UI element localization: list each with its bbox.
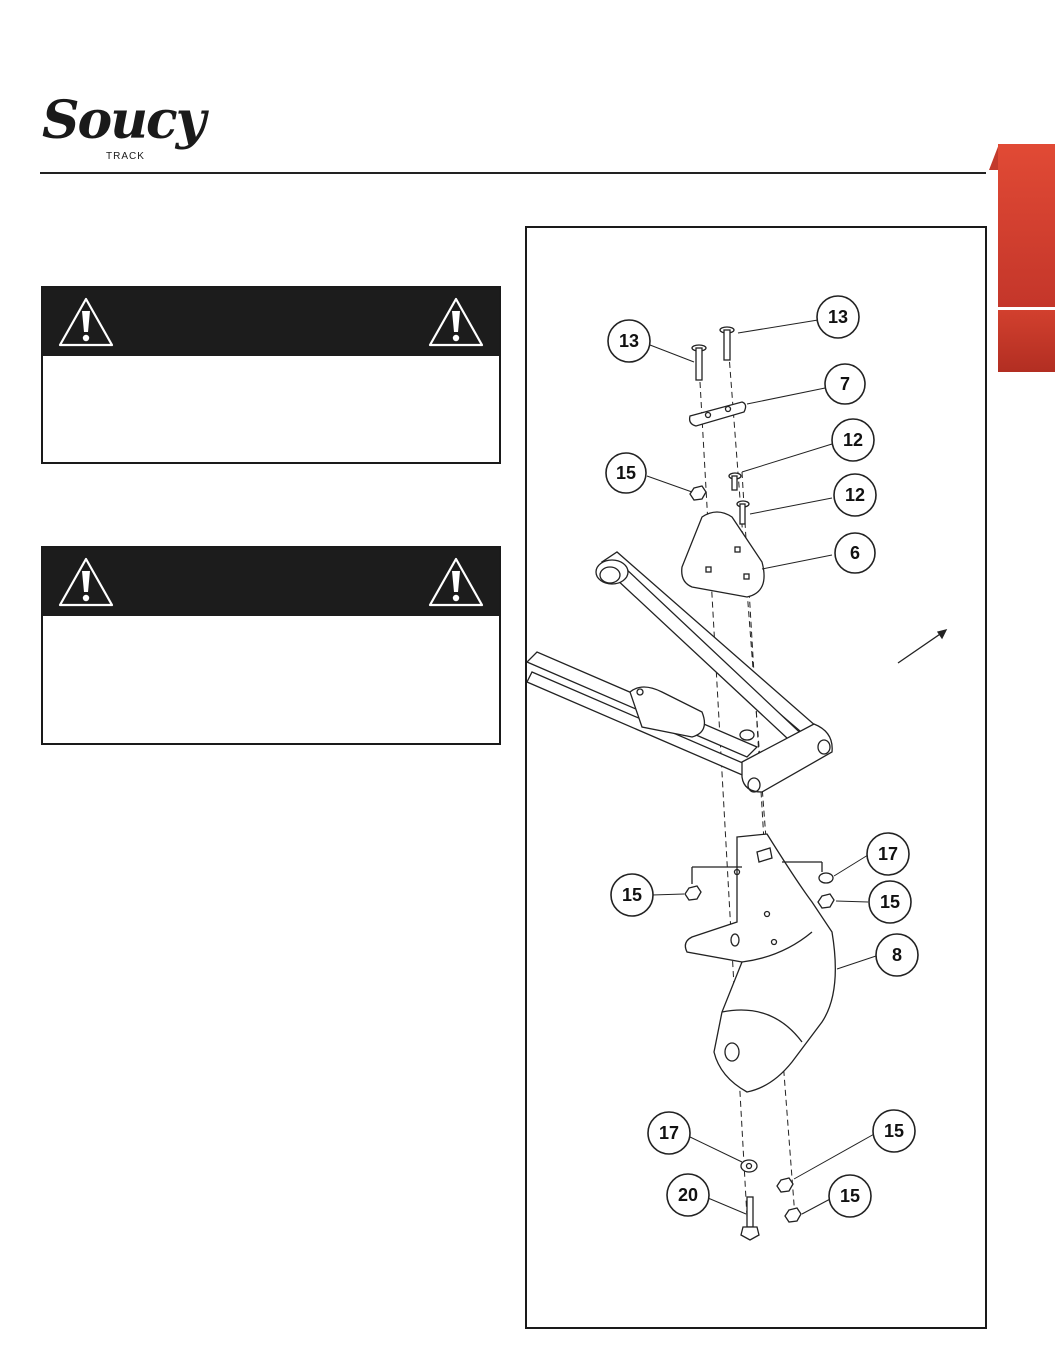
callout-13-left (608, 320, 650, 362)
nut-15-right (818, 894, 834, 908)
section-tab (998, 144, 1055, 307)
washer-17-upper (819, 873, 833, 883)
warning-box-1 (41, 286, 501, 464)
callout-label: 8 (891, 945, 903, 965)
callout-20 (667, 1174, 709, 1216)
callout-label: 17 (877, 844, 899, 864)
warning-triangle-icon (57, 296, 115, 348)
bolt-20 (741, 1197, 759, 1240)
callout-17-upper (867, 833, 909, 875)
callout-6 (835, 533, 875, 573)
callout-17-lower (648, 1112, 690, 1154)
callout-label: 6 (849, 543, 861, 563)
callout-label: 15 (879, 892, 901, 912)
bolt-12-lower (737, 501, 749, 524)
bracket-8 (685, 834, 835, 1092)
callout-15-upper (606, 453, 646, 493)
header-rule (40, 172, 986, 174)
plate-7 (690, 402, 746, 426)
diagram-drawing (527, 228, 987, 1329)
warning-triangle-icon (427, 296, 485, 348)
callout-label: 17 (658, 1123, 680, 1143)
plate-6 (682, 512, 764, 597)
callout-label: 15 (883, 1121, 905, 1141)
warning-text (43, 616, 499, 644)
warning-triangle-icon (57, 556, 115, 608)
nut-15-lower-2 (785, 1208, 801, 1222)
callout-label: 15 (839, 1186, 861, 1206)
soucy-track-logo (40, 90, 204, 170)
callout-15-lower-1 (873, 1110, 915, 1152)
logo-subtitle: TRACK (106, 151, 145, 162)
callout-15-lower-2 (829, 1175, 871, 1217)
callout-label: 20 (677, 1185, 699, 1205)
callout-label: 13 (827, 307, 849, 327)
callout-13-right (817, 296, 859, 338)
callout-label: 15 (621, 885, 643, 905)
warning-text (43, 356, 499, 384)
warning-triangle-icon (427, 556, 485, 608)
direction-arrow-icon (898, 630, 946, 663)
warning-header (43, 288, 499, 356)
callout-label: 12 (842, 430, 864, 450)
nut-15-left (685, 886, 701, 900)
bolt-13-left (692, 345, 706, 380)
washer-17-lower (741, 1160, 757, 1172)
callout-12-upper (832, 419, 874, 461)
callout-label: 13 (618, 331, 640, 351)
callout-8 (876, 934, 918, 976)
nut-15-upper (690, 486, 706, 500)
callout-12-lower (834, 474, 876, 516)
nut-15-lower-1 (777, 1178, 793, 1192)
exploded-assembly-diagram (525, 226, 987, 1329)
bolt-13-right (720, 327, 734, 360)
callout-label: 12 (844, 485, 866, 505)
warning-header (43, 548, 499, 616)
logo-script: Soucy (42, 90, 204, 151)
section-tab-lower (998, 310, 1055, 372)
callout-label: 7 (839, 374, 851, 394)
callout-15-left (611, 874, 653, 916)
callout-15-right (869, 881, 911, 923)
warning-box-2 (41, 546, 501, 745)
callout-7 (825, 364, 865, 404)
callout-label: 15 (615, 463, 637, 483)
